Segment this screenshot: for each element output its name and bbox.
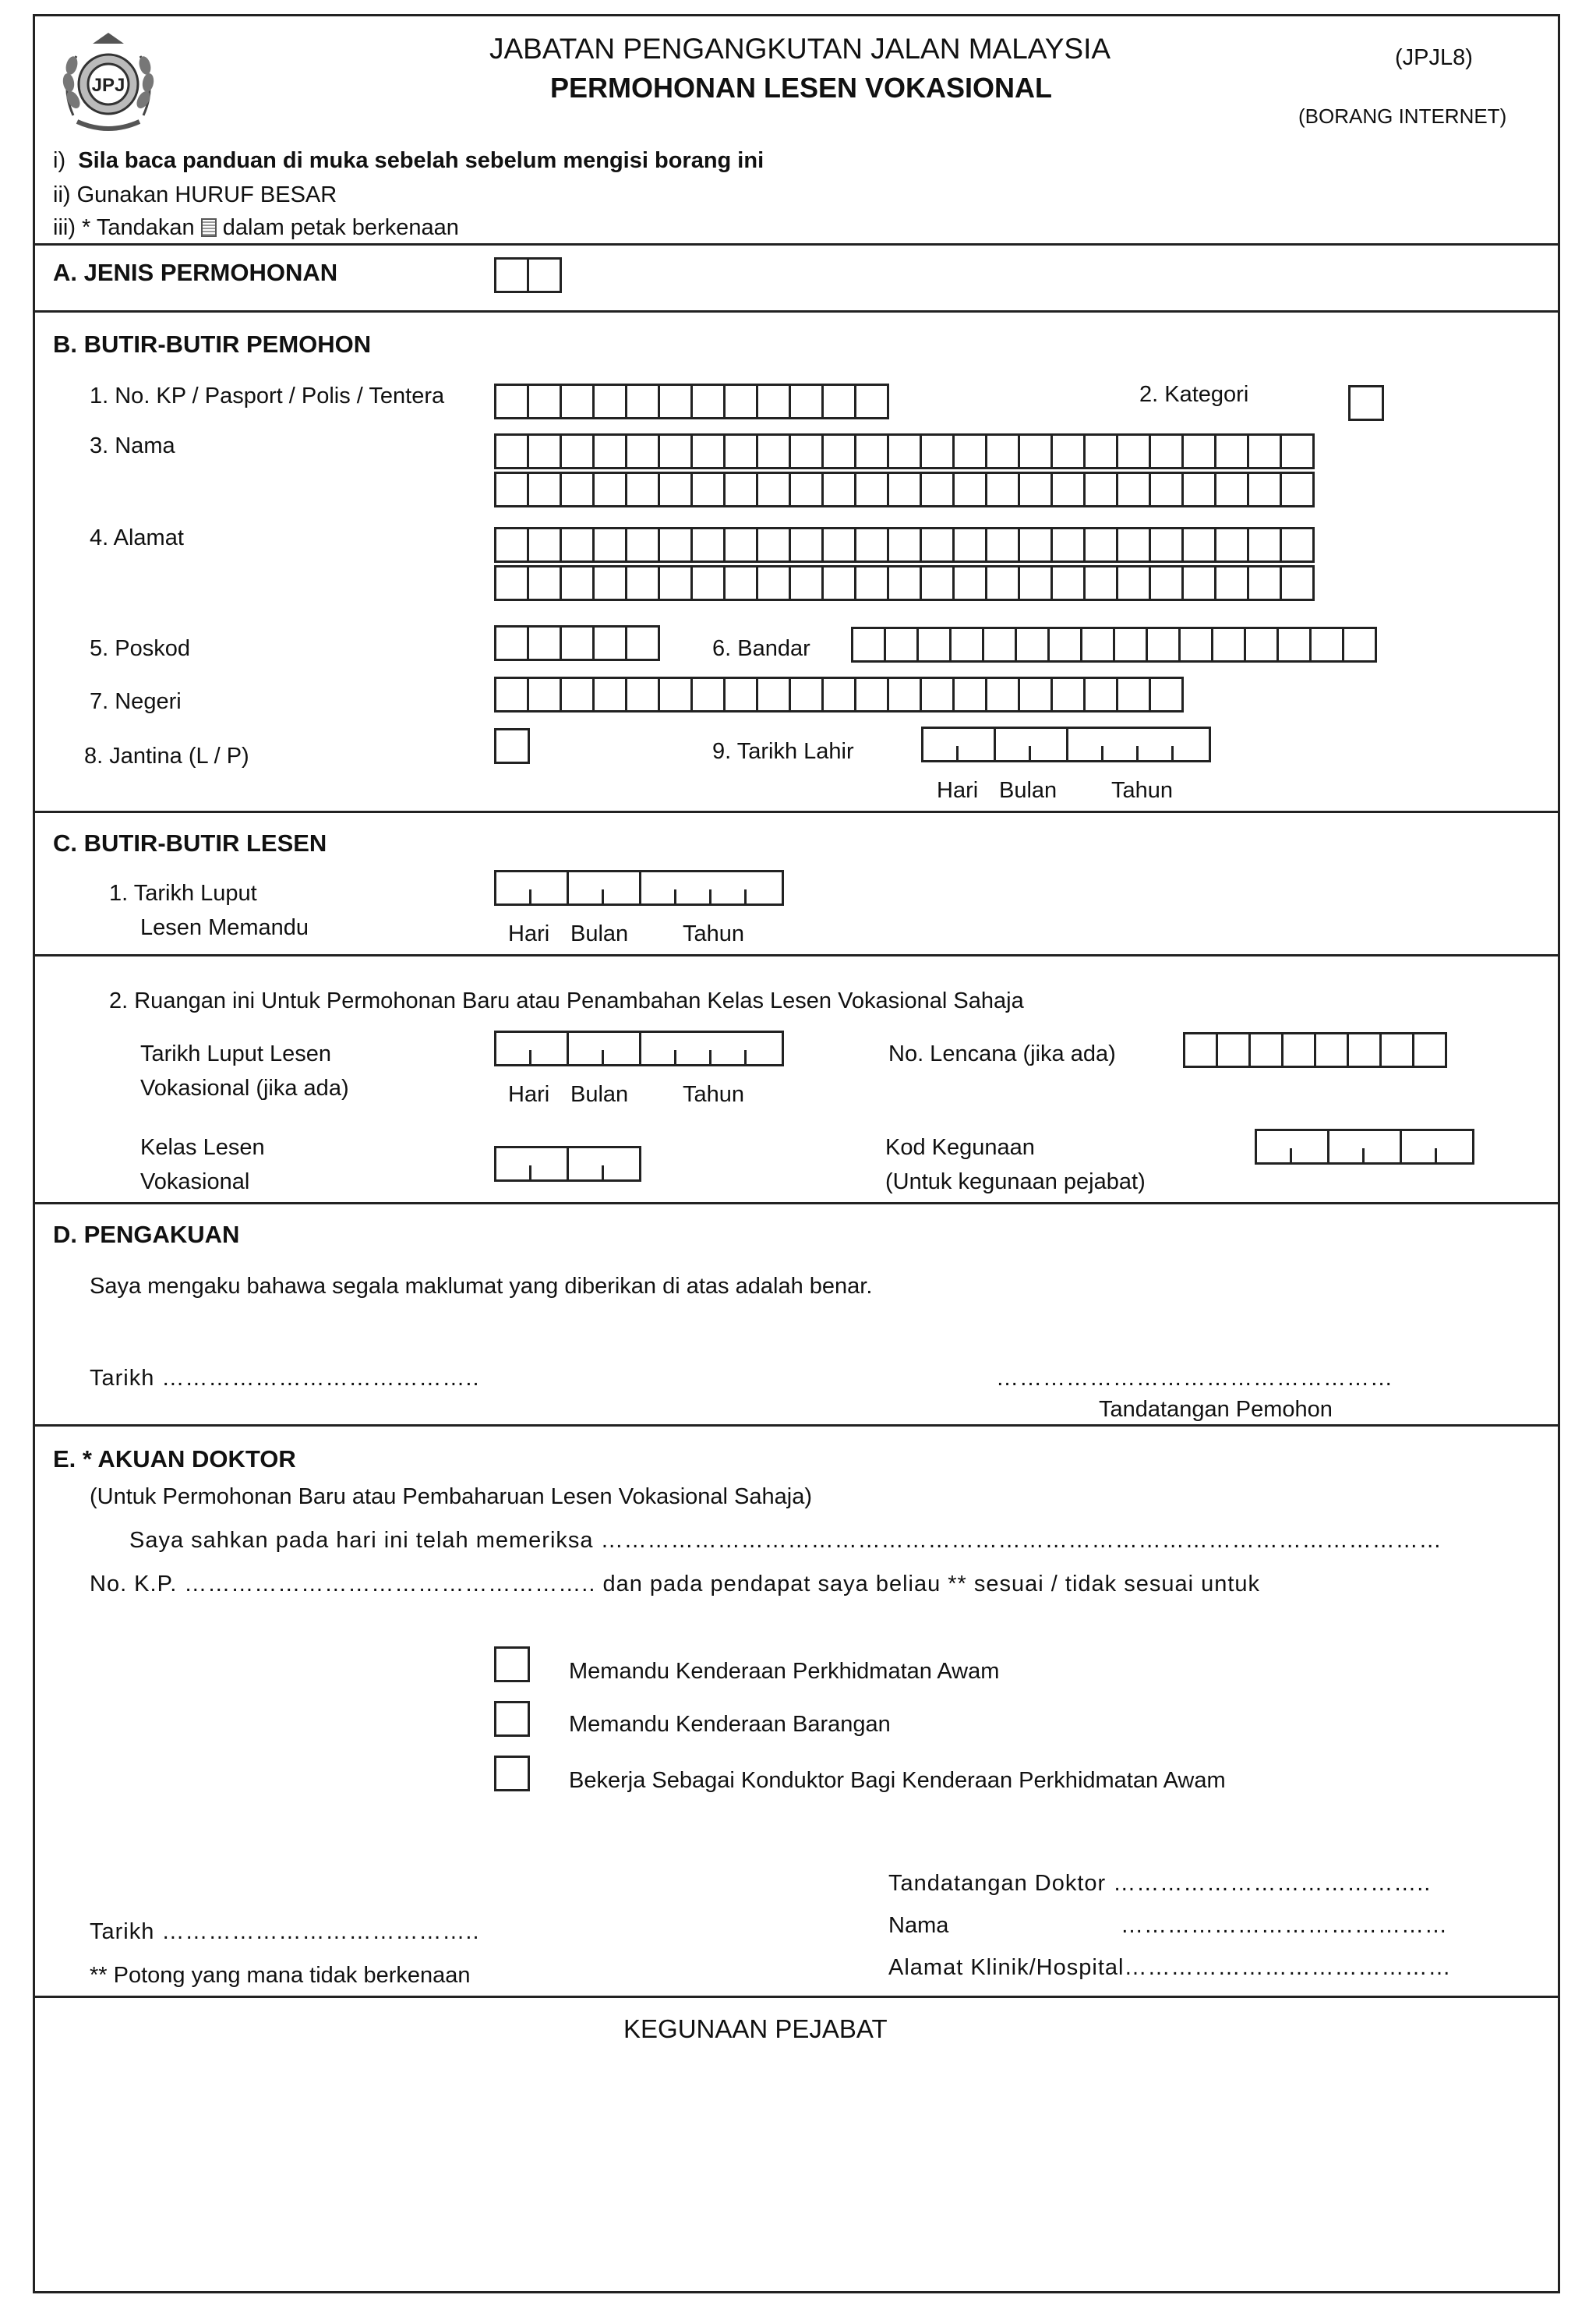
badge-number-input[interactable] — [1183, 1032, 1445, 1068]
doctor-section-subtitle: (Untuk Permohonan Baru atau Pembaharuan Lesen Vokasional Sahaja) — [90, 1484, 812, 1509]
license-expiry-label-2: Lesen Memandu — [140, 915, 309, 940]
license-expiry-label-1: 1. Tarikh Luput — [109, 881, 257, 906]
license-expiry-month-caption: Bulan — [570, 921, 629, 946]
doctor-name-field[interactable]: …………………………………… — [1121, 1913, 1448, 1938]
divider — [33, 310, 1560, 313]
instruction-1: i) Sila baca panduan di muka sebelah sebelum mengisi borang ini — [53, 148, 764, 173]
doctor-name-label: Nama — [888, 1913, 949, 1938]
divider — [33, 954, 1560, 956]
logo-text: JPJ — [91, 75, 125, 96]
office-use-title: KEGUNAAN PEJABAT — [623, 2014, 888, 2043]
section-b-title: B. BUTIR-BUTIR PEMOHON — [53, 331, 372, 358]
divider — [33, 1996, 1560, 1998]
license-expiry-input[interactable] — [494, 870, 782, 906]
dob-day-caption: Hari — [937, 778, 979, 803]
option-goods-vehicle-checkbox[interactable] — [494, 1701, 530, 1737]
usage-code-label-2: (Untuk kegunaan pejabat) — [885, 1169, 1146, 1194]
vocational-expiry-day-caption: Hari — [508, 1082, 550, 1107]
form-code: (JPJL8) — [1395, 45, 1473, 70]
section-d-title: D. PENGAKUAN — [53, 1221, 240, 1248]
name-label: 3. Nama — [90, 433, 175, 458]
applicant-signature-label: Tandatangan Pemohon — [1099, 1397, 1333, 1422]
instruction-2: ii) Gunakan HURUF BESAR — [53, 182, 337, 207]
applicant-signature-field[interactable]: …………………………………………… — [996, 1366, 1393, 1391]
form-title: PERMOHONAN LESEN VOKASIONAL — [550, 72, 1053, 104]
postcode-input[interactable] — [494, 625, 658, 661]
dob-month-caption: Bulan — [999, 778, 1058, 803]
dob-label: 9. Tarikh Lahir — [712, 739, 854, 764]
address-input-row-1[interactable] — [494, 527, 1312, 563]
application-type-boxes[interactable] — [494, 257, 560, 293]
vocational-expiry-label-1: Tarikh Luput Lesen — [140, 1041, 332, 1066]
address-input-row-2[interactable] — [494, 565, 1312, 601]
option-goods-vehicle-label: Memandu Kenderaan Barangan — [569, 1712, 891, 1737]
address-label: 4. Alamat — [90, 525, 184, 550]
doctor-ic-line[interactable]: No. K.P. …………………………………………….. dan pada pendapat saya beliau ** sesuai / tidak sesuai untuk — [90, 1572, 1261, 1596]
option-public-service-vehicle-label: Memandu Kenderaan Perkhidmatan Awam — [569, 1659, 1000, 1684]
option-conductor-checkbox[interactable] — [494, 1756, 530, 1791]
gender-label: 8. Jantina (L / P) — [84, 744, 249, 769]
category-input[interactable] — [1348, 385, 1384, 421]
divider — [33, 1424, 1560, 1427]
dob-year-caption: Tahun — [1111, 778, 1174, 803]
license-expiry-day-caption: Hari — [508, 921, 550, 946]
tick-box-icon — [201, 218, 217, 237]
license-class-label-1: Kelas Lesen — [140, 1135, 265, 1160]
option-public-service-vehicle-checkbox[interactable] — [494, 1646, 530, 1682]
license-expiry-year-caption: Tahun — [683, 921, 745, 946]
vocational-expiry-year-caption: Tahun — [683, 1082, 745, 1107]
id-number-label: 1. No. KP / Pasport / Polis / Tentera — [90, 384, 445, 408]
license-class-label-2: Vokasional — [140, 1169, 250, 1194]
doctor-signature-field[interactable]: Tandatangan Doktor ………………………………….. — [888, 1871, 1432, 1896]
state-label: 7. Negeri — [90, 689, 182, 714]
state-input[interactable] — [494, 677, 1181, 713]
department-name: JABATAN PENGANGKUTAN JALAN MALAYSIA — [489, 33, 1111, 65]
declaration-statement: Saya mengaku bahawa segala maklumat yang diberikan di atas adalah benar. — [90, 1274, 873, 1299]
strike-out-note: ** Potong yang mana tidak berkenaan — [90, 1963, 471, 1988]
postcode-label: 5. Poskod — [90, 636, 190, 661]
section-a-title: A. JENIS PERMOHONAN — [53, 259, 338, 286]
id-number-input[interactable] — [494, 384, 887, 419]
badge-number-label: No. Lencana (jika ada) — [888, 1041, 1116, 1066]
vocational-section-note: 2. Ruangan ini Untuk Permohonan Baru atau Penambahan Kelas Lesen Vokasional Sahaja — [109, 988, 1024, 1013]
jpj-logo-icon — [50, 22, 167, 139]
vocational-expiry-input[interactable] — [494, 1031, 782, 1066]
license-class-input[interactable] — [494, 1146, 639, 1182]
doctor-date-field[interactable]: Tarikh ………………………………….. — [90, 1919, 480, 1944]
gender-input[interactable] — [494, 728, 530, 764]
vocational-expiry-label-2: Vokasional (jika ada) — [140, 1076, 349, 1101]
dob-input[interactable] — [921, 727, 1209, 762]
city-label: 6. Bandar — [712, 636, 810, 661]
instruction-3: iii) * Tandakan dalam petak berkenaan — [53, 215, 459, 240]
section-e-title: E. * AKUAN DOKTOR — [53, 1445, 296, 1473]
category-label: 2. Kategori — [1139, 382, 1249, 407]
divider — [33, 811, 1560, 813]
section-c-title: C. BUTIR-BUTIR LESEN — [53, 829, 327, 857]
divider — [33, 243, 1560, 246]
usage-code-label-1: Kod Kegunaan — [885, 1135, 1035, 1160]
form-type: (BORANG INTERNET) — [1298, 104, 1507, 128]
name-input-row-2[interactable] — [494, 472, 1312, 507]
declaration-date-field[interactable]: Tarikh ………………………………….. — [90, 1366, 480, 1391]
vocational-expiry-month-caption: Bulan — [570, 1082, 629, 1107]
city-input[interactable] — [851, 627, 1375, 663]
usage-code-input[interactable] — [1255, 1129, 1472, 1165]
doctor-examined-line[interactable]: Saya sahkan pada hari ini telah memeriksa ……………………………………………………………………………………………… — [129, 1528, 1442, 1553]
option-conductor-label: Bekerja Sebagai Konduktor Bagi Kenderaan Perkhidmatan Awam — [569, 1768, 1226, 1793]
divider — [33, 1202, 1560, 1204]
name-input-row-1[interactable] — [494, 433, 1312, 469]
clinic-address-field[interactable]: Alamat Klinik/Hospital…………………………………… — [888, 1955, 1452, 1980]
